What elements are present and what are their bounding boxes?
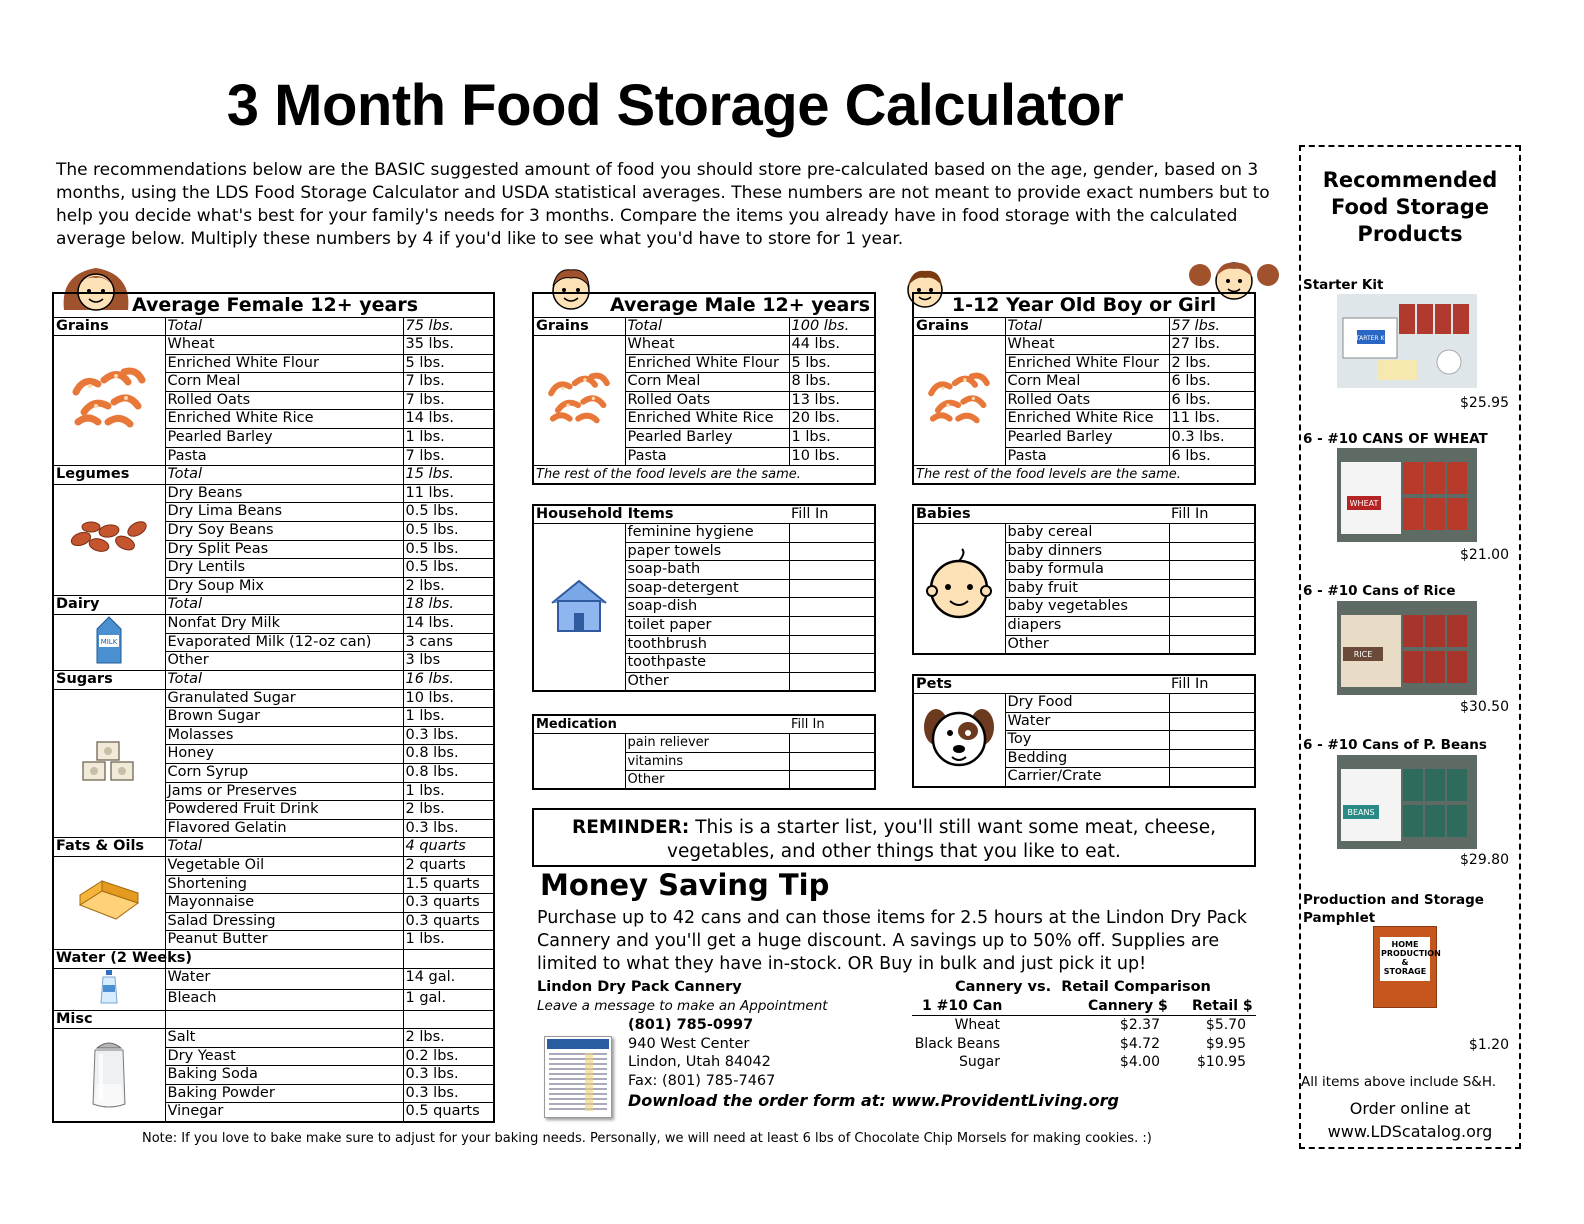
fill-item-name: baby fruit (1005, 579, 1169, 598)
milk-carton-icon (53, 615, 165, 671)
wheat-cans-image[interactable] (1337, 448, 1477, 542)
item-amount: 27 lbs. (1169, 336, 1255, 355)
item-name: Pearled Barley (165, 429, 403, 448)
fill-in-label: Fill In (1169, 505, 1255, 524)
item-name: Molasses (165, 726, 403, 745)
item-amount: 0.5 lbs. (403, 503, 494, 522)
total-value: 75 lbs. (403, 317, 494, 336)
item-amount: 2 lbs. (1169, 354, 1255, 373)
category-row (53, 838, 494, 857)
comparison-row (912, 1053, 1256, 1072)
product-name: Starter Kit (1303, 277, 1384, 293)
item-name: Bleach (165, 989, 403, 1010)
item-name: Enriched White Rice (165, 410, 403, 429)
category-row (533, 317, 875, 336)
product-name: Production and Storage Pamphlet (1303, 892, 1484, 926)
section-label: Household Items (533, 505, 789, 524)
fill-in-cell[interactable] (1169, 731, 1255, 750)
water-bottle-icon (53, 968, 165, 1010)
item-amount: 13 lbs. (789, 391, 875, 410)
item-name: Corn Meal (625, 373, 789, 392)
svg-text:MILK: MILK (100, 638, 118, 646)
item-amount: 1 lbs. (403, 782, 494, 801)
item-name: Enriched White Flour (625, 354, 789, 373)
item-amount: 0.3 lbs. (1169, 429, 1255, 448)
beans-image-label: BEANS (1347, 808, 1375, 817)
item-amount: 0.5 lbs. (403, 522, 494, 541)
macaroni-icon (53, 336, 165, 466)
empty-cell (403, 949, 494, 968)
beans-cans-image[interactable] (1337, 755, 1477, 849)
fill-item-name: paper towels (625, 542, 789, 561)
comparison-item: Sugar (959, 1054, 1000, 1070)
item-amount: 1 gal. (403, 989, 494, 1010)
comparison-header-retail: Retail $ (1192, 998, 1253, 1014)
fill-in-cell[interactable] (789, 542, 875, 561)
item-name: Pasta (625, 447, 789, 466)
sidebar-title: Recommended Food Storage Products (1322, 168, 1498, 246)
category-label: Fats & Oils (53, 838, 165, 857)
item-amount: 5 lbs. (403, 354, 494, 373)
fill-in-cell[interactable] (789, 654, 875, 673)
fill-in-cell[interactable] (1169, 749, 1255, 768)
fill-in-cell[interactable] (789, 734, 875, 753)
fill-item-name: toothbrush (625, 635, 789, 654)
item-amount: 0.3 lbs. (403, 726, 494, 745)
fill-item-name: Bedding (1005, 749, 1169, 768)
item-name: Rolled Oats (165, 391, 403, 410)
fill-in-cell[interactable] (789, 524, 875, 543)
fill-item-name: Other (1005, 635, 1169, 654)
item-name: Vegetable Oil (165, 856, 403, 875)
fill-in-label: Fill In (1169, 675, 1255, 694)
category-label: Grains (53, 317, 165, 336)
item-name: Salad Dressing (165, 912, 403, 931)
fill-item-name: soap-bath (625, 561, 789, 580)
table-row (53, 484, 494, 503)
table-row (53, 336, 494, 355)
item-amount: 0.5 quarts (403, 1103, 494, 1122)
item-amount: 5 lbs. (789, 354, 875, 373)
product-price: $1.20 (1468, 1037, 1509, 1053)
fill-header-row (913, 505, 1255, 524)
item-name: Enriched White Rice (625, 410, 789, 429)
section-label: Medication (533, 715, 789, 734)
item-amount: 6 lbs. (1169, 373, 1255, 392)
note-row (913, 466, 1255, 485)
item-name: Brown Sugar (165, 708, 403, 727)
item-name: Mayonnaise (165, 894, 403, 913)
item-name: Wheat (625, 336, 789, 355)
item-amount: 0.8 lbs. (403, 745, 494, 764)
category-row (53, 317, 494, 336)
fill-item-name: soap-dish (625, 598, 789, 617)
child-table (912, 292, 1256, 485)
tip-text: Purchase up to 42 cans and can those items for 2.5 hours at the Lindon Dry Pack Cannery and you'll get a huge discount. A savings up to 50% off. Supplies are limited to what they have in-stock. OR Buy in bulk and just pick it up! (537, 908, 1247, 974)
fill-in-cell[interactable] (1169, 598, 1255, 617)
comparison-table (912, 998, 1256, 1072)
fill-item-name: Dry Food (1005, 694, 1169, 713)
item-amount: 3 cans (403, 633, 494, 652)
fill-item-name: Other (625, 672, 789, 691)
baby-face-icon (913, 524, 1005, 654)
empty-cell (165, 1010, 403, 1029)
total-value: 4 quarts (403, 838, 494, 857)
cannery-note: Leave a message to make an Appointment (537, 998, 828, 1014)
babies-table (912, 504, 1256, 655)
reminder-text: This is a starter list, you'll still want some meat, cheese, vegetables, and other things that you like to eat. (667, 817, 1216, 862)
cannery-address2: Lindon, Utah 84042 (628, 1054, 771, 1070)
table-row (53, 689, 494, 708)
total-label: Total (165, 596, 403, 615)
item-name: Wheat (1005, 336, 1169, 355)
item-amount: 7 lbs. (403, 447, 494, 466)
item-amount: 0.3 lbs. (403, 819, 494, 838)
macaroni-icon (913, 336, 1005, 466)
fill-in-label: Fill In (789, 505, 875, 524)
comparison-cannery: $4.00 (1119, 1054, 1160, 1070)
item-amount: 35 lbs. (403, 336, 494, 355)
total-label: Total (165, 317, 403, 336)
product-name: 6 - #10 CANS OF WHEAT (1303, 431, 1488, 447)
item-name: Dry Lima Beans (165, 503, 403, 522)
item-name: Dry Lentils (165, 559, 403, 578)
fill-item-name: toilet paper (625, 617, 789, 636)
item-name: Corn Meal (165, 373, 403, 392)
table-row (533, 336, 875, 355)
item-amount: 10 lbs. (403, 689, 494, 708)
item-amount: 0.2 lbs. (403, 1047, 494, 1066)
item-amount: 1 lbs. (789, 429, 875, 448)
item-name: Enriched White Flour (165, 354, 403, 373)
comparison-retail: $9.95 (1205, 1035, 1246, 1052)
comparison-row (912, 1016, 1256, 1035)
item-name: Enriched White Rice (1005, 410, 1169, 429)
item-name: Dry Soup Mix (165, 577, 403, 596)
female-table-title: Average Female 12+ years (131, 294, 419, 316)
item-name: Pearled Barley (1005, 429, 1169, 448)
fill-row (913, 524, 1255, 543)
fill-row (533, 734, 875, 753)
comparison-cannery: $4.72 (1119, 1035, 1160, 1052)
total-value: 100 lbs. (789, 317, 875, 336)
section-label: Babies (913, 505, 1169, 524)
fill-header-row (913, 675, 1255, 694)
cannery-address1: 940 West Center (628, 1036, 750, 1052)
category-label: Sugars (53, 671, 165, 690)
item-amount: 10 lbs. (789, 447, 875, 466)
same-levels-note: The rest of the food levels are the same. (533, 466, 875, 485)
male-table-title: Average Male 12+ years (609, 294, 871, 316)
house-icon (533, 524, 625, 691)
item-name: Dry Yeast (165, 1047, 403, 1066)
table-row (53, 968, 494, 989)
products-sidebar (1299, 145, 1521, 1149)
salt-shaker-icon (53, 1029, 165, 1122)
item-amount: 14 lbs. (403, 615, 494, 634)
item-amount: 0.3 quarts (403, 912, 494, 931)
fill-in-cell[interactable] (789, 598, 875, 617)
dog-face-icon (913, 694, 1005, 787)
reminder-label: REMINDER: (572, 817, 690, 838)
rice-cans-image[interactable] (1337, 601, 1477, 695)
category-label: Misc (53, 1010, 165, 1029)
item-amount: 1 lbs. (403, 708, 494, 727)
item-name: Water (165, 968, 403, 989)
fill-in-cell[interactable] (789, 635, 875, 654)
category-row (53, 671, 494, 690)
item-amount: 7 lbs. (403, 391, 494, 410)
intro-paragraph: The recommendations below are the BASIC suggested amount of food you should store pre-calculated based on the age, gender, based on 3 months, using the LDS Food Storage Calculator and USDA statistical averages. These numbers are not meant to provide exact numbers but to help you decide what's best for your family's needs for 3 months. Compare the items you already have in food storage with the calculated average below. Multiply these numbers by 4 if you'd like to see what you'd have to store for 1 year. (56, 160, 1270, 249)
item-amount: 1 lbs. (403, 931, 494, 950)
page-title: 3 Month Food Storage Calculator (226, 73, 1124, 138)
pamphlet-image[interactable] (1373, 926, 1441, 1008)
item-name: Salt (165, 1029, 403, 1048)
butter-icon (53, 856, 165, 949)
item-name: Granulated Sugar (165, 689, 403, 708)
category-label: Water (2 Weeks) (53, 949, 165, 968)
cannery-fax: Fax: (801) 785-7467 (628, 1073, 776, 1089)
fill-item-name: Other (625, 771, 789, 790)
fill-in-cell[interactable] (789, 771, 875, 790)
starter-kit-image[interactable] (1337, 294, 1477, 388)
fill-item-name: baby formula (1005, 561, 1169, 580)
comparison-cannery: $2.37 (1119, 1017, 1160, 1033)
same-levels-note: The rest of the food levels are the same. (913, 466, 1255, 485)
order-online-text: Order online at (1349, 1099, 1471, 1118)
tip-title: Money Saving Tip (540, 868, 830, 902)
category-row (53, 596, 494, 615)
item-amount: 2 lbs. (403, 1029, 494, 1048)
fill-item-name: toothpaste (625, 654, 789, 673)
comparison-retail: $10.95 (1197, 1054, 1246, 1070)
cannery-name: Lindon Dry Pack Cannery (537, 979, 742, 995)
item-amount: 0.3 lbs. (403, 1084, 494, 1103)
rice-image-label: RICE (1353, 650, 1373, 659)
fill-in-cell[interactable] (1169, 561, 1255, 580)
fill-in-cell[interactable] (1169, 694, 1255, 713)
item-name: Nonfat Dry Milk (165, 615, 403, 634)
fill-item-name: baby cereal (1005, 524, 1169, 543)
item-name: Honey (165, 745, 403, 764)
item-amount: 8 lbs. (789, 373, 875, 392)
item-name: Pasta (165, 447, 403, 466)
fill-in-cell[interactable] (789, 672, 875, 691)
fill-in-label: Fill In (789, 715, 875, 734)
total-label: Total (1005, 317, 1169, 336)
section-label: Pets (913, 675, 1169, 694)
item-name: Dry Beans (165, 484, 403, 503)
sugar-cubes-icon (53, 689, 165, 838)
cannery-phone: (801) 785-0997 (628, 1017, 754, 1033)
item-amount: 0.3 quarts (403, 894, 494, 913)
reminder-box (532, 808, 1256, 867)
item-name: Baking Powder (165, 1084, 403, 1103)
order-online-link[interactable]: www.LDScatalog.org (1327, 1122, 1493, 1141)
item-name: Wheat (165, 336, 403, 355)
item-amount: 0.5 lbs. (403, 540, 494, 559)
fill-header-row (533, 715, 875, 734)
fill-item-name: Water (1005, 712, 1169, 731)
item-name: Dry Split Peas (165, 540, 403, 559)
fill-item-name: Toy (1005, 731, 1169, 750)
medication-table (532, 714, 876, 790)
fill-in-cell[interactable] (789, 752, 875, 771)
wheat-image-label: WHEAT (1349, 499, 1379, 508)
total-label: Total (165, 838, 403, 857)
item-name: Pasta (1005, 447, 1169, 466)
fill-in-cell[interactable] (1169, 524, 1255, 543)
fill-in-cell[interactable] (1169, 542, 1255, 561)
medication-icon (533, 734, 625, 790)
table-row (913, 336, 1255, 355)
item-amount: 0.8 lbs. (403, 763, 494, 782)
category-row (53, 949, 494, 968)
item-name: Baking Soda (165, 1066, 403, 1085)
fill-in-cell[interactable] (1169, 635, 1255, 654)
male-table (532, 292, 876, 485)
item-amount: 6 lbs. (1169, 447, 1255, 466)
category-row (53, 1010, 494, 1029)
item-name: Rolled Oats (625, 391, 789, 410)
category-label: Dairy (53, 596, 165, 615)
fill-item-name: baby dinners (1005, 542, 1169, 561)
fill-item-name: vitamins (625, 752, 789, 771)
comparison-header-cannery: Cannery $ (1088, 998, 1168, 1014)
fill-item-name: Carrier/Crate (1005, 768, 1169, 787)
total-value: 57 lbs. (1169, 317, 1255, 336)
item-name: Other (165, 652, 403, 671)
product-price: $25.95 (1460, 395, 1509, 411)
item-amount: 6 lbs. (1169, 391, 1255, 410)
fill-item-name: pain reliever (625, 734, 789, 753)
total-value: 15 lbs. (403, 466, 494, 485)
category-label: Legumes (53, 466, 165, 485)
item-amount: 7 lbs. (403, 373, 494, 392)
note-row (533, 466, 875, 485)
comparison-title: Cannery vs. Retail Comparison (955, 979, 1211, 995)
pets-table (912, 674, 1256, 788)
beans-icon (53, 484, 165, 596)
item-amount: 14 gal. (403, 968, 494, 989)
fill-row (533, 524, 875, 543)
item-name: Pearled Barley (625, 429, 789, 448)
item-name: Corn Syrup (165, 763, 403, 782)
item-name: Peanut Butter (165, 931, 403, 950)
comparison-retail: $5.70 (1205, 1017, 1246, 1033)
comparison-item: Wheat (954, 1017, 1000, 1033)
product-price: $30.50 (1460, 699, 1509, 715)
item-name: Evaporated Milk (12-oz can) (165, 633, 403, 652)
fill-header-row (533, 505, 875, 524)
footnote: Note: If you love to bake make sure to adjust for your baking needs. Personally, we will need at least 6 lbs of Chocolate Chip Morsels for making cookies. :) (142, 1131, 1152, 1146)
fill-in-cell[interactable] (1169, 712, 1255, 731)
item-amount: 14 lbs. (403, 410, 494, 429)
comparison-item: Black Beans (914, 1035, 1000, 1052)
table-row (53, 856, 494, 875)
empty-cell (403, 1010, 494, 1029)
item-amount: 11 lbs. (1169, 410, 1255, 429)
item-amount: 2 lbs. (403, 801, 494, 820)
fill-in-cell[interactable] (789, 617, 875, 636)
item-name: Jams or Preserves (165, 782, 403, 801)
fill-in-cell[interactable] (1169, 617, 1255, 636)
empty-cell (165, 949, 403, 968)
item-amount: 2 quarts (403, 856, 494, 875)
item-name: Flavored Gelatin (165, 819, 403, 838)
product-name: 6 - #10 Cans of P. Beans (1303, 737, 1487, 753)
item-amount: 1 lbs. (403, 429, 494, 448)
starter-kit-image-label: STARTER KIT (1352, 335, 1390, 342)
category-row (913, 317, 1255, 336)
category-row (53, 466, 494, 485)
comparison-header-item: 1 #10 Can (922, 998, 1003, 1014)
item-name: Enriched White Flour (1005, 354, 1169, 373)
item-amount: 3 lbs (403, 652, 494, 671)
fill-item-name: feminine hygiene (625, 524, 789, 543)
fill-item-name: baby vegetables (1005, 598, 1169, 617)
fill-in-cell[interactable] (789, 561, 875, 580)
item-amount: 1.5 quarts (403, 875, 494, 894)
fill-item-name: soap-detergent (625, 579, 789, 598)
item-amount: 11 lbs. (403, 484, 494, 503)
fill-in-cell[interactable] (789, 579, 875, 598)
item-name: Shortening (165, 875, 403, 894)
product-price: $29.80 (1460, 852, 1509, 868)
total-value: 18 lbs. (403, 596, 494, 615)
total-label: Total (625, 317, 789, 336)
product-name: 6 - #10 Cans of Rice (1303, 583, 1456, 599)
item-name: Powdered Fruit Drink (165, 801, 403, 820)
item-amount: 0.5 lbs. (403, 559, 494, 578)
total-label: Total (165, 671, 403, 690)
category-label: Grains (913, 317, 1005, 336)
item-amount: 0.3 lbs. (403, 1066, 494, 1085)
item-name: Dry Soy Beans (165, 522, 403, 541)
item-name: Rolled Oats (1005, 391, 1169, 410)
product-price: $21.00 (1460, 547, 1509, 563)
category-label: Grains (533, 317, 625, 336)
fill-in-cell[interactable] (1169, 579, 1255, 598)
table-row (53, 615, 494, 634)
child-table-title: 1-12 Year Old Boy or Girl (951, 294, 1217, 316)
household-table (532, 504, 876, 692)
item-name: Corn Meal (1005, 373, 1169, 392)
item-name: Vinegar (165, 1103, 403, 1122)
fill-item-name: diapers (1005, 617, 1169, 636)
item-amount: 20 lbs. (789, 410, 875, 429)
female-table (52, 292, 495, 1123)
total-value: 16 lbs. (403, 671, 494, 690)
fill-in-cell[interactable] (1169, 768, 1255, 787)
order-form-thumbnail (544, 1036, 612, 1118)
sh-note: All items above include S&H. (1301, 1074, 1497, 1090)
macaroni-icon (533, 336, 625, 466)
download-link[interactable]: Download the order form at: www.ProvidentLiving.org (628, 1091, 1119, 1110)
item-amount: 44 lbs. (789, 336, 875, 355)
fill-row (913, 694, 1255, 713)
item-amount: 2 lbs. (403, 577, 494, 596)
table-row (53, 1029, 494, 1048)
comparison-row (912, 1035, 1256, 1054)
pamphlet-image-label: HOME PRODUCTION & STORAGE (1380, 937, 1430, 981)
total-label: Total (165, 466, 403, 485)
